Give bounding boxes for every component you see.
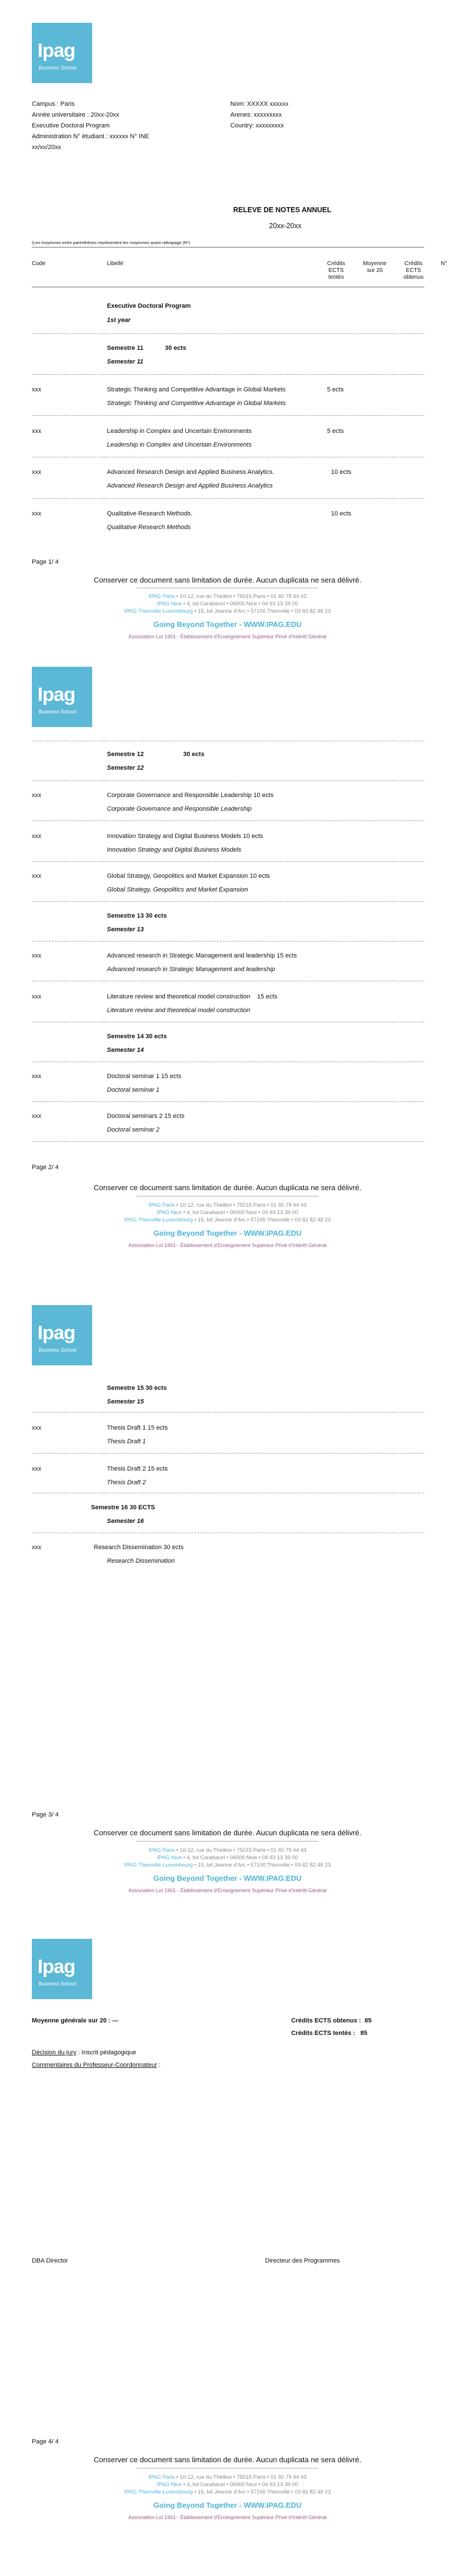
semester-title: Semestre 14 30 ects bbox=[107, 1033, 167, 1040]
course-label: Doctoral seminars 2 15 ects bbox=[107, 1113, 185, 1120]
page-number: Page 3/ 4 bbox=[32, 1811, 59, 1818]
course-code: xxx bbox=[32, 428, 42, 435]
logo-text: Ipag bbox=[38, 40, 75, 61]
page-number: Page 2/ 4 bbox=[32, 1164, 59, 1171]
course-sub: Doctoral seminar 2 bbox=[107, 1126, 160, 1133]
student-info-right bbox=[230, 99, 288, 131]
semester-ects: 30 ects bbox=[183, 751, 205, 758]
ipag-logo bbox=[32, 1305, 92, 1365]
course-sub: Qualitative Research Methods bbox=[107, 524, 191, 531]
course-label: Corporate Governance and Responsible Leadership 10 ects bbox=[107, 792, 274, 799]
semester-title: Semestre 11 bbox=[107, 345, 144, 352]
course-sub: Research Dissemination bbox=[107, 1558, 175, 1564]
footer-tagline: Going Beyond Together - WWW.IPAG.EDU bbox=[153, 620, 302, 629]
page-4 bbox=[0, 1932, 455, 2576]
footer-association: Association Loi 1901 - Établissement d'Enseignement Supérieur Privé d'Intérêt Général bbox=[128, 1888, 327, 1893]
date: xx/xx/20xx bbox=[32, 144, 61, 151]
semester-title: Semestre 16 30 ECTS bbox=[91, 1504, 155, 1511]
semester-sub: Semester 15 bbox=[107, 1398, 144, 1405]
document-title: RELEVE DE NOTES ANNUEL bbox=[233, 206, 332, 214]
page-3 bbox=[0, 1288, 455, 1932]
footer-tagline: Going Beyond Together - WWW.IPAG.EDU bbox=[153, 1874, 302, 1883]
divider bbox=[32, 498, 424, 499]
signature-dba-director: DBA Director bbox=[32, 2257, 68, 2264]
logo-text: Ipag bbox=[38, 684, 75, 705]
footer-addresses: IPAG Paris • 10-12, rue du Théâtre • 75015 Paris • 01 40 79 44 43 IPAG Nice • 4, bd Carabacel • 06000 Nice • 04 93 13 39 00 IPAG Thionville-Luxembourg • 15, bd Jeanne d'Arc • 57100 Thionville • 03 82 82 48 23 bbox=[124, 593, 331, 614]
course-label: Doctoral seminar 1 15 ects bbox=[107, 1073, 181, 1080]
course-label: Thesis Draft 2 15 ects bbox=[107, 1465, 168, 1472]
divider bbox=[32, 1101, 424, 1102]
course-code: xxx bbox=[32, 833, 42, 840]
course-sub: Innovation Strategy and Digital Business Models bbox=[107, 847, 242, 853]
course-label: Qualitative Research Methods. bbox=[107, 510, 193, 517]
footer-association: Association Loi 1901 - Établissement d'Enseignement Supérieur Privé d'Intérêt Général bbox=[128, 634, 327, 639]
semester-sub: Semester 11 bbox=[107, 358, 144, 365]
semester-sub: Semester 13 bbox=[107, 926, 144, 933]
course-credits: 5 ects bbox=[327, 386, 344, 393]
course-sub: Advanced research in Strategic Management and leadership bbox=[107, 966, 275, 973]
footer-addresses: IPAG Paris • 10-12, rue du Théâtre • 75015 Paris • 01 40 79 44 43 IPAG Nice • 4, bd Carabacel • 06000 Nice • 04 93 13 39 00 IPAG Thionville-Luxembourg • 15, bd Jeanne d'Arc • 57100 Thionville • 03 82 82 48 23 bbox=[124, 1847, 331, 1868]
year-label: 1st year bbox=[107, 317, 131, 324]
campus: Campus : Paris bbox=[32, 101, 75, 108]
course-label: Literature review and theoretical model construction 15 ects bbox=[107, 993, 278, 1000]
semester-title: Semestre 12 bbox=[107, 751, 144, 758]
student-number: Administration N° étudiant : xxxxxx N° INE bbox=[32, 133, 150, 140]
course-sub: Strategic Thinking and Competitive Advantage in Global Markets bbox=[107, 400, 286, 407]
logo-subtext: Business School bbox=[39, 1347, 77, 1353]
divider bbox=[32, 861, 424, 862]
document-year: 20xx-20xx bbox=[269, 222, 301, 230]
footer-tagline: Going Beyond Together - WWW.IPAG.EDU bbox=[153, 1229, 302, 1237]
average-grade: Moyenne générale sur 20 : --- bbox=[32, 2017, 119, 2024]
course-sub: Global Strategy, Geopolitics and Market Expansion bbox=[107, 886, 249, 893]
col-n: N° bbox=[441, 261, 448, 267]
student-country: Country: xxxxxxxxx bbox=[230, 122, 284, 129]
logo-text: Ipag bbox=[38, 1956, 75, 1978]
footer-addresses: IPAG Paris • 10-12, rue du Théâtre • 75015 Paris • 01 40 79 44 43 IPAG Nice • 4, bd Carabacel • 06000 Nice • 04 93 13 39 00 IPAG Thionville-Luxembourg • 15, bd Jeanne d'Arc • 57100 Thionville • 03 82 82 48 23 bbox=[124, 1202, 331, 1223]
footer-notice: Conserver ce document sans limitation de durée. Aucun duplicata ne sera délivré. bbox=[93, 1828, 362, 1837]
course-code: xxx bbox=[32, 952, 42, 959]
credits-obtained: Crédits ECTS obtenus : 85 bbox=[291, 2017, 372, 2024]
col-credits: Crédits ECTS tentés bbox=[327, 261, 345, 280]
footer-divider bbox=[136, 1841, 318, 1842]
semester-title: Semestre 15 30 ects bbox=[107, 1385, 167, 1392]
footer-tagline: Going Beyond Together - WWW.IPAG.EDU bbox=[153, 2501, 302, 2509]
course-code: xxx bbox=[32, 1113, 42, 1120]
divider bbox=[32, 1453, 424, 1454]
coordinator-comments: Commentaires du Professeur-Coordonnateur : bbox=[32, 2062, 161, 2069]
page-number: Page 4/ 4 bbox=[32, 2438, 59, 2445]
logo-subtext: Business School bbox=[39, 65, 77, 71]
ipag-logo bbox=[32, 1939, 92, 1999]
col-obtenus: Crédits ECTS obtenus bbox=[403, 261, 424, 280]
semester-sub: Semester 16 bbox=[107, 1518, 144, 1525]
divider bbox=[32, 1412, 424, 1413]
footer-notice: Conserver ce document sans limitation de durée. Aucun duplicata ne sera délivré. bbox=[93, 576, 362, 584]
course-sub: Doctoral seminar 1 bbox=[107, 1087, 160, 1093]
course-code: xxx bbox=[32, 386, 42, 393]
page-2 bbox=[0, 644, 455, 1288]
footer-addresses: IPAG Paris • 10-12, rue du Théâtre • 75015 Paris • 01 40 79 44 43 IPAG Nice • 4, bd Carabacel • 06000 Nice • 04 93 13 39 00 IPAG Thionville-Luxembourg • 15, bd Jeanne d'Arc • 57100 Thionville • 03 82 82 48 23 bbox=[124, 2474, 331, 2495]
course-code: xxx bbox=[32, 792, 42, 799]
logo-subtext: Business School bbox=[39, 709, 77, 715]
course-label: Thesis Draft 1 15 ects bbox=[107, 1425, 168, 1431]
ipag-logo bbox=[32, 667, 92, 727]
jury-decision: Décision du jury : Inscrit pédagogique bbox=[32, 2049, 136, 2056]
academic-year: Année universitaire : 20xx-20xx bbox=[32, 112, 119, 118]
semester-sub: Semester 12 bbox=[107, 765, 144, 771]
signature-program-director: Directeur des Programmes bbox=[265, 2257, 340, 2264]
course-sub: Literature review and theoretical model construction bbox=[107, 1007, 250, 1014]
divider bbox=[32, 1141, 424, 1142]
divider bbox=[32, 333, 424, 334]
course-sub: Corporate Governance and Responsible Leadership bbox=[107, 806, 252, 812]
course-code: xxx bbox=[32, 1073, 42, 1080]
course-label: Leadership in Complex and Uncertain Environments bbox=[107, 428, 252, 435]
note: (Les moyennes entre parenthèses représentent les moyennes avant rattrapage (R*) bbox=[32, 240, 191, 245]
divider bbox=[32, 941, 424, 942]
course-code: xxx bbox=[32, 873, 42, 880]
semester-ects: 30 ects bbox=[165, 345, 187, 352]
course-label: Research Dissemination 30 ects bbox=[94, 1544, 184, 1551]
course-code: xxx bbox=[32, 1465, 42, 1472]
col-code: Code bbox=[32, 261, 46, 267]
student-info-left bbox=[32, 99, 149, 153]
logo-subtext: Business School bbox=[39, 1981, 77, 1987]
program-label: Executive Doctoral Program bbox=[107, 303, 191, 309]
divider bbox=[32, 415, 424, 416]
course-label: Global Strategy, Geopolitics and Market Expansion 10 ects bbox=[107, 873, 270, 880]
ipag-logo bbox=[32, 23, 92, 83]
course-label: Innovation Strategy and Digital Business Models 10 ects bbox=[107, 833, 263, 840]
semester-title: Semestre 13 30 ects bbox=[107, 913, 167, 919]
col-libelle: Libellé bbox=[107, 261, 123, 267]
course-sub: Thesis Draft 1 bbox=[107, 1438, 146, 1445]
student-name: Nom: XXXXX xxxxxx bbox=[230, 101, 289, 108]
course-credits: 10 ects bbox=[331, 510, 351, 517]
course-sub: Thesis Draft 2 bbox=[107, 1479, 146, 1486]
course-label: Strategic Thinking and Competitive Advantage in Global Markets bbox=[107, 386, 286, 393]
footer-association: Association Loi 1901 - Établissement d'Enseignement Supérieur Privé d'Intérêt Général bbox=[128, 1242, 327, 1248]
footer-association: Association Loi 1901 - Établissement d'Enseignement Supérieur Privé d'Intérêt Général bbox=[128, 2515, 327, 2520]
semester-sub: Semester 14 bbox=[107, 1047, 144, 1054]
course-label: Advanced research in Strategic Management and leadership 15 ects bbox=[107, 952, 297, 959]
col-moyenne: Moyenne sur 20 bbox=[363, 261, 387, 274]
course-code: xxx bbox=[32, 1425, 42, 1431]
divider bbox=[32, 374, 424, 375]
course-label: Advanced Research Design and Applied Business Analytics. bbox=[107, 469, 275, 476]
course-credits: 10 ects bbox=[331, 469, 351, 476]
divider bbox=[32, 901, 424, 902]
program: Executive Doctoral Program bbox=[32, 122, 110, 129]
logo-text: Ipag bbox=[38, 1322, 75, 1344]
credits-attempted: Crédits ECTS tentés : 85 bbox=[291, 2030, 367, 2037]
course-code: xxx bbox=[32, 510, 42, 517]
page-1 bbox=[0, 0, 455, 644]
course-code: xxx bbox=[32, 469, 42, 476]
course-sub: Leadership in Complex and Uncertain Environments bbox=[107, 441, 252, 448]
course-credits: 5 ects bbox=[327, 428, 344, 435]
footer-notice: Conserver ce document sans limitation de durée. Aucun duplicata ne sera délivré. bbox=[93, 2455, 362, 2464]
page-number: Page 1/ 4 bbox=[32, 559, 59, 565]
course-code: xxx bbox=[32, 1544, 42, 1551]
student-arenes: Arenes: xxxxxxxxx bbox=[230, 112, 282, 118]
divider bbox=[32, 820, 424, 821]
footer-notice: Conserver ce document sans limitation de durée. Aucun duplicata ne sera délivré. bbox=[93, 1183, 362, 1192]
course-code: xxx bbox=[32, 993, 42, 1000]
course-sub: Advanced Research Design and Applied Business Analytics bbox=[107, 482, 273, 489]
